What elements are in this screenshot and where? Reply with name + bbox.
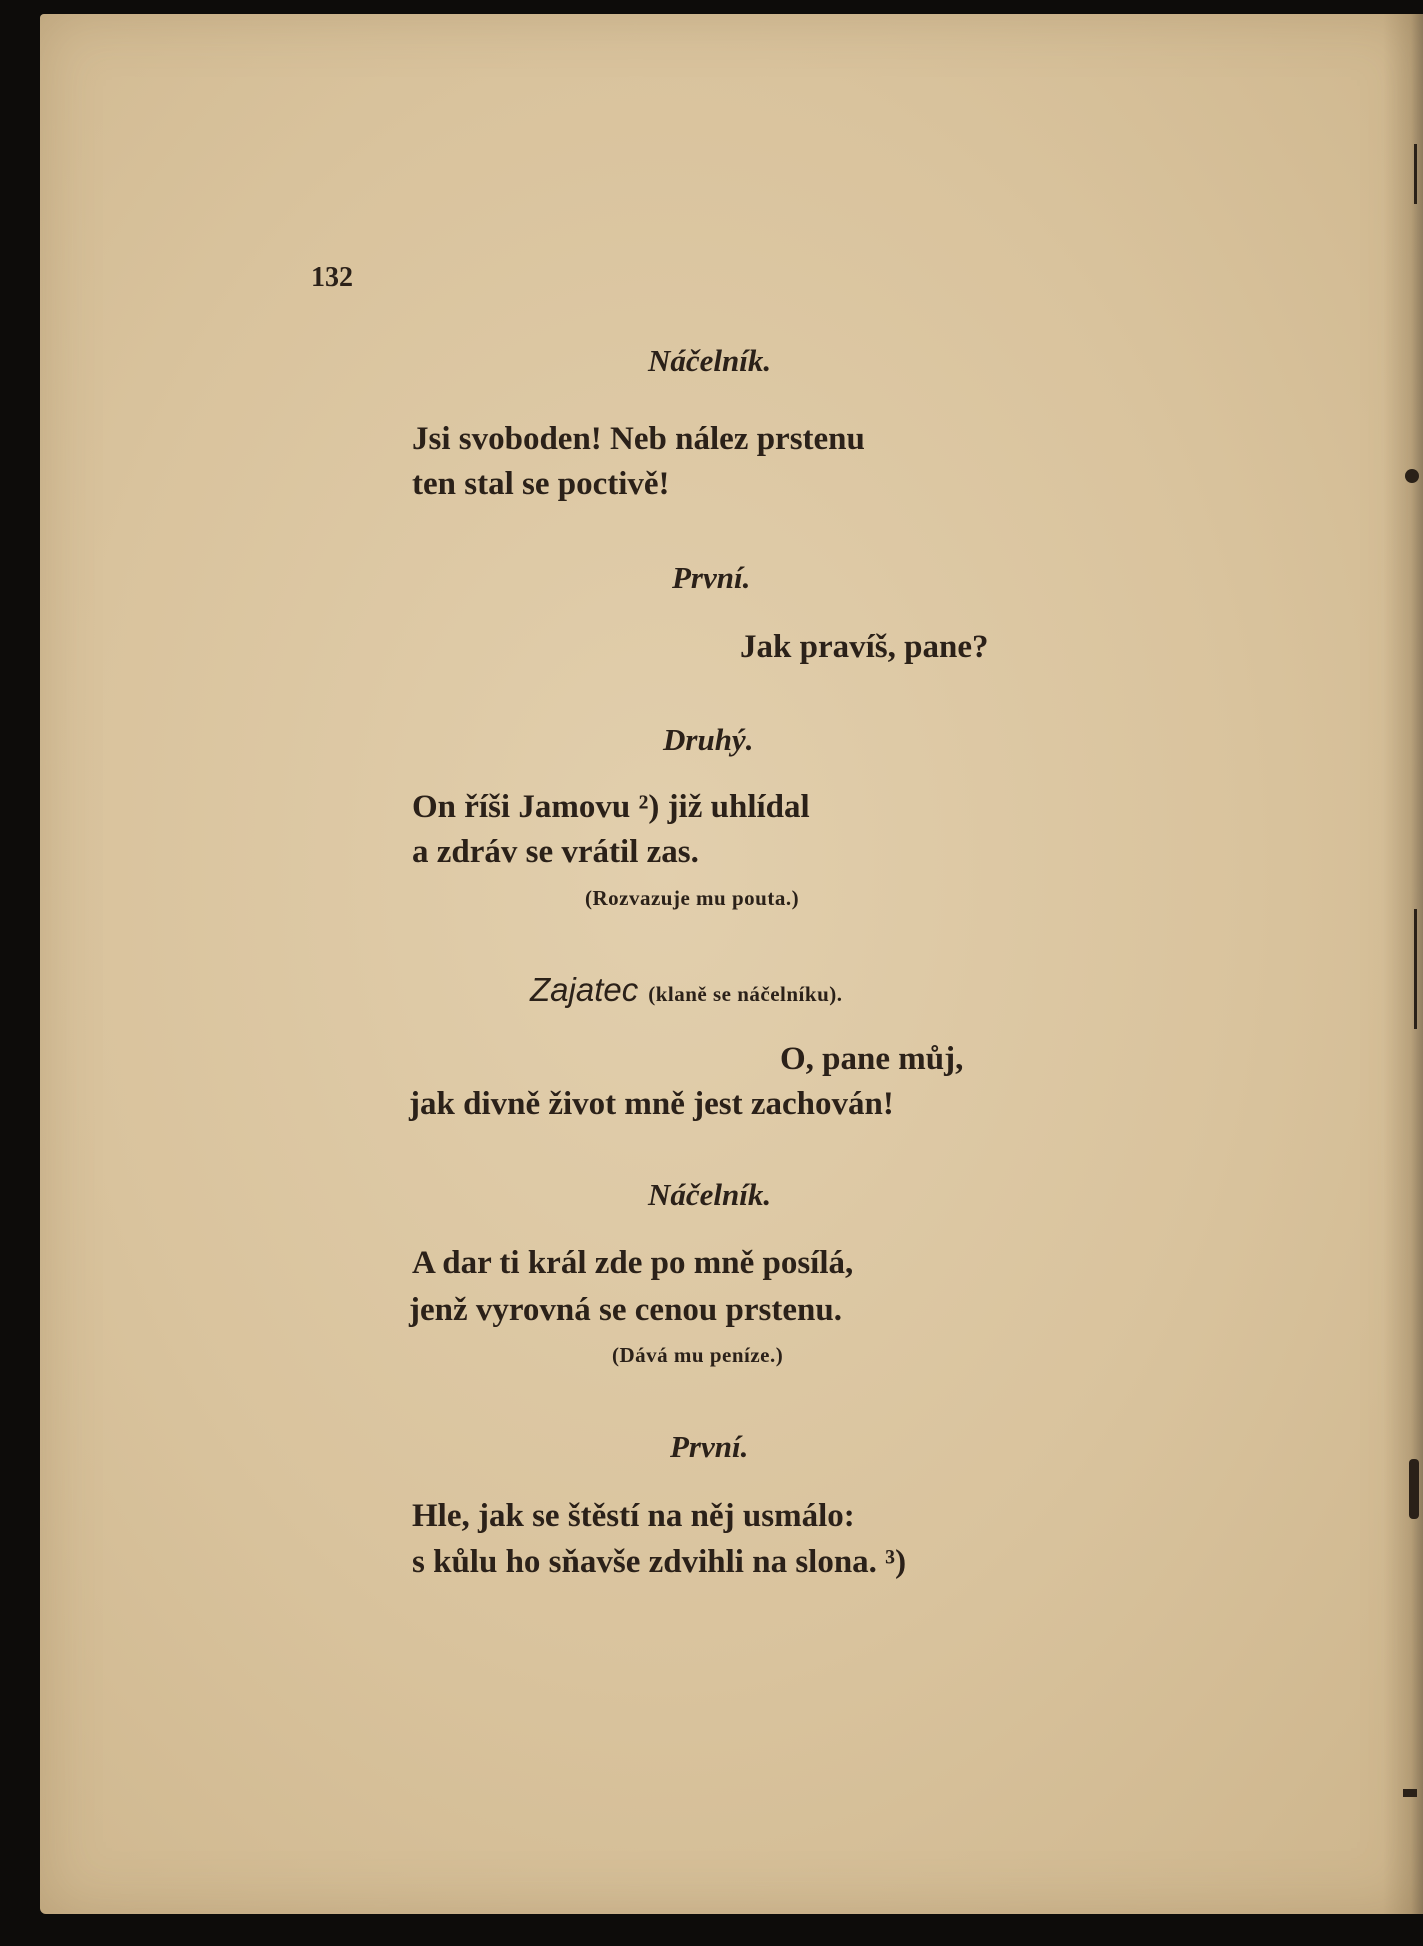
speaker-name: První. bbox=[670, 1429, 749, 1464]
stage-direction: (klaně se náčelníku). bbox=[648, 982, 843, 1006]
verse-line: On říši Jamovu ²) již uhlídal bbox=[412, 789, 810, 825]
stage-direction: (Dává mu peníze.) bbox=[612, 1343, 784, 1367]
verse-line: Hle, jak se štěstí na něj usmálo: bbox=[412, 1498, 855, 1534]
speaker-name: První. bbox=[672, 560, 751, 595]
margin-mark bbox=[1414, 144, 1417, 204]
verse-line: A dar ti král zde po mně posílá, bbox=[412, 1245, 854, 1281]
verse-line: jenž vyrovná se cenou prstenu. bbox=[409, 1292, 842, 1328]
verse-line: ten stal se poctivě! bbox=[412, 466, 670, 502]
verse-line: O, pane můj, bbox=[780, 1041, 964, 1077]
verse-line: a zdráv se vrátil zas. bbox=[412, 834, 699, 870]
margin-mark bbox=[1414, 909, 1417, 1029]
verse-line: jak divně život mně jest zachován! bbox=[409, 1086, 894, 1122]
margin-mark bbox=[1409, 1459, 1419, 1519]
speaker-name: Druhý. bbox=[663, 722, 754, 757]
speaker-line bbox=[530, 971, 843, 1009]
stage-direction: (Rozvazuje mu pouta.) bbox=[585, 886, 800, 910]
verse-line: s kůlu ho sňavše zdvihli na slona. ³) bbox=[412, 1544, 907, 1580]
speaker-name: Zajatec bbox=[530, 971, 639, 1008]
speaker-name: Náčelník. bbox=[648, 1177, 772, 1212]
book-page bbox=[40, 14, 1423, 1914]
margin-mark bbox=[1405, 469, 1419, 483]
verse-line: Jsi svoboden! Neb nález prstenu bbox=[412, 421, 865, 457]
margin-mark bbox=[1403, 1789, 1417, 1797]
speaker-name: Náčelník. bbox=[648, 343, 772, 378]
page-number: 132 bbox=[311, 262, 353, 293]
verse-line: Jak pravíš, pane? bbox=[740, 629, 989, 665]
page-edge-shadow bbox=[1383, 14, 1423, 1914]
